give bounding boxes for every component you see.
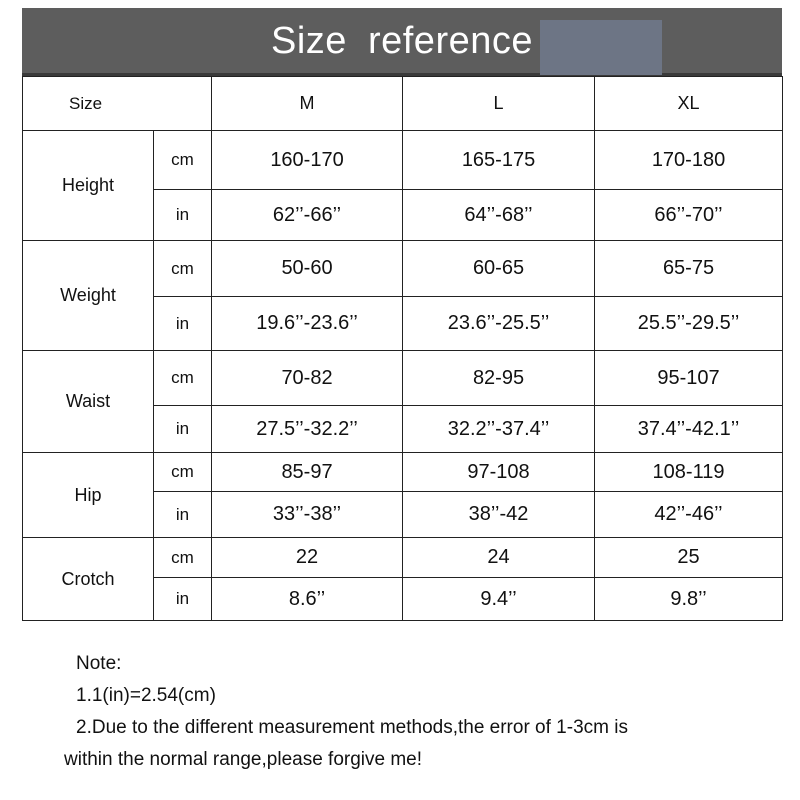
- table-cell: 170-180: [595, 131, 783, 190]
- table-cell: 33’’-38’’: [212, 492, 403, 538]
- table-row: [23, 241, 783, 297]
- table-cell: 108-119: [595, 453, 783, 492]
- unit-cm: cm: [154, 538, 212, 578]
- table-cell: 23.6’’-25.5’’: [403, 297, 595, 351]
- table-cell: 8.6’’: [212, 578, 403, 621]
- table-cell: 24: [403, 538, 595, 578]
- table-cell: 9.4’’: [403, 578, 595, 621]
- unit-cm: cm: [154, 351, 212, 406]
- size-xl-header: XL: [595, 77, 783, 131]
- table-cell: 27.5’’-32.2’’: [212, 406, 403, 453]
- size-l-header: L: [403, 77, 595, 131]
- table-cell: 82-95: [403, 351, 595, 406]
- table-header-row: [23, 77, 783, 131]
- table-cell: 19.6’’-23.6’’: [212, 297, 403, 351]
- note-line-1: 1.1(in)=2.54(cm): [76, 685, 216, 706]
- page-title: Size reference: [270, 20, 533, 62]
- color-patch: [540, 20, 662, 75]
- unit-cm: cm: [154, 131, 212, 190]
- unit-in: in: [154, 492, 212, 538]
- unit-in: in: [154, 406, 212, 453]
- unit-in: in: [154, 578, 212, 621]
- table-cell: 37.4’’-42.1’’: [595, 406, 783, 453]
- note-line-3: within the normal range,please forgive me!: [64, 749, 423, 770]
- size-header-cell: Size: [23, 77, 212, 131]
- table-cell: 9.8’’: [595, 578, 783, 621]
- table-cell: 160-170: [212, 131, 403, 190]
- size-chart-table: [22, 76, 783, 621]
- table-cell: 32.2’’-37.4’’: [403, 406, 595, 453]
- note-line-2: 2.Due to the different measurement methods,the error of 1-3cm is: [76, 717, 628, 738]
- table-cell: 165-175: [403, 131, 595, 190]
- row-label-crotch: Crotch: [23, 538, 154, 621]
- table-cell: 66’’-70’’: [595, 190, 783, 241]
- table-cell: 25: [595, 538, 783, 578]
- row-label-height: Height: [23, 131, 154, 241]
- table-cell: 70-82: [212, 351, 403, 406]
- table-cell: 38’’-42: [403, 492, 595, 538]
- table-row: [23, 538, 783, 578]
- table-cell: 65-75: [595, 241, 783, 297]
- row-label-hip: Hip: [23, 453, 154, 538]
- unit-in: in: [154, 190, 212, 241]
- table-row: [23, 351, 783, 406]
- size-m-header: M: [212, 77, 403, 131]
- title-banner: [22, 8, 782, 76]
- table-cell: 60-65: [403, 241, 595, 297]
- table-row: [23, 453, 783, 492]
- notes-heading: Note:: [76, 653, 122, 674]
- unit-cm: cm: [154, 241, 212, 297]
- table-cell: 95-107: [595, 351, 783, 406]
- table-cell: 62’’-66’’: [212, 190, 403, 241]
- table-cell: 25.5’’-29.5’’: [595, 297, 783, 351]
- notes-section: [64, 648, 764, 776]
- table-row: [23, 131, 783, 190]
- unit-cm: cm: [154, 453, 212, 492]
- table-cell: 85-97: [212, 453, 403, 492]
- unit-in: in: [154, 297, 212, 351]
- table-cell: 50-60: [212, 241, 403, 297]
- table-cell: 64’’-68’’: [403, 190, 595, 241]
- row-label-waist: Waist: [23, 351, 154, 453]
- table-cell: 42’’-46’’: [595, 492, 783, 538]
- row-label-weight: Weight: [23, 241, 154, 351]
- table-cell: 97-108: [403, 453, 595, 492]
- table-cell: 22: [212, 538, 403, 578]
